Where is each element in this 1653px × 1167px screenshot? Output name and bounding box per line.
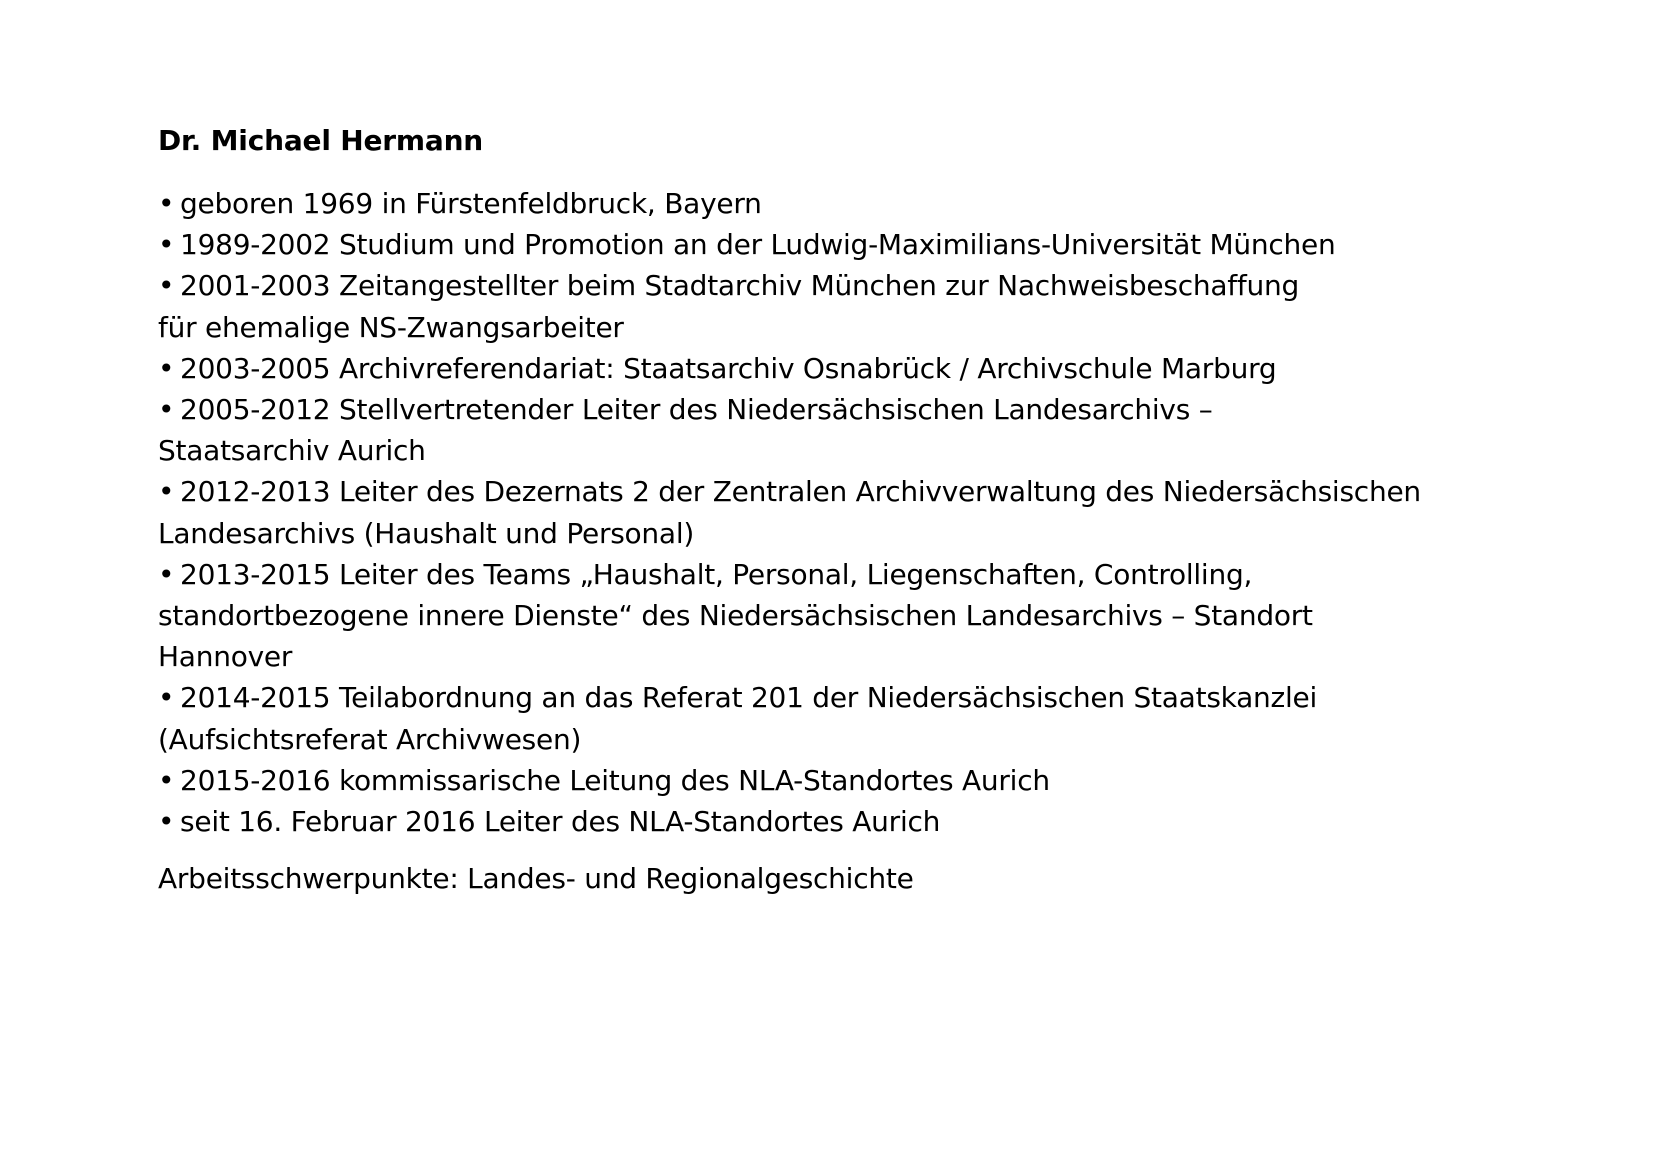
cv-item <box>158 801 1558 842</box>
cv-item <box>158 183 1558 224</box>
cv-item-text: geboren 1969 in Fürstenfeldbruck, Bayern <box>180 187 762 220</box>
cv-item-text: seit 16. Februar 2016 Leiter des NLA-Standortes Aurich <box>180 805 941 839</box>
bullet-icon: • <box>158 228 175 262</box>
bullet-icon: • <box>158 805 175 839</box>
cv-item <box>158 265 1338 347</box>
cv-item-text: 2013-2015 Leiter des Teams „Haushalt, Personal, Liegenschaften, Controlling, standortbezogene innere Dienste“ des Niedersächsischen Landesarchivs – Standort Hannover <box>158 557 1313 674</box>
cv-item <box>158 471 1458 553</box>
bullet-icon: • <box>158 557 175 591</box>
cv-item <box>158 348 1558 389</box>
cv-list <box>158 183 1558 842</box>
cv-item <box>158 554 1338 678</box>
focus-areas-text: Arbeitsschwerpunkte: Landes- und Regionalgeschichte <box>158 862 914 896</box>
cv-item-text: 2001-2003 Zeitangestellter beim Stadtarchiv München zur Nachweisbeschaffung für ehemalige NS-Zwangsarbeiter <box>158 269 1299 344</box>
bullet-icon: • <box>158 351 175 385</box>
cv-item-text: 2015-2016 kommissarische Leitung des NLA-Standortes Aurich <box>180 763 1050 797</box>
bullet-icon: • <box>158 681 175 715</box>
cv-item <box>158 760 1558 801</box>
bullet-icon: • <box>158 269 175 303</box>
cv-item-text: 2003-2005 Archivreferendariat: Staatsarchiv Osnabrück / Archivschule Marburg <box>180 351 1277 385</box>
bullet-icon: • <box>158 187 175 220</box>
cv-item-text: 1989-2002 Studium und Promotion an der Ludwig-Maximilians-Universität München <box>180 228 1336 262</box>
document-page <box>158 120 1558 899</box>
bullet-icon: • <box>158 393 175 427</box>
cv-item-text: 2012-2013 Leiter des Dezernats 2 der Zentralen Archivverwaltung des Niedersächsischen Landesarchivs (Haushalt und Personal) <box>158 475 1421 550</box>
person-name-heading: Dr. Michael Hermann <box>158 124 484 157</box>
cv-item-text: 2014-2015 Teilabordnung an das Referat 201 der Niedersächsischen Staatskanzlei (Aufsichtsreferat Archivwesen) <box>158 681 1318 756</box>
cv-item <box>158 389 1378 471</box>
cv-item-text: 2005-2012 Stellvertretender Leiter des Niedersächsischen Landesarchivs –Staatsarchiv Aurich <box>158 393 1213 468</box>
bullet-icon: • <box>158 475 175 509</box>
cv-item <box>158 677 1388 759</box>
bullet-icon: • <box>158 763 175 797</box>
cv-item <box>158 224 1558 265</box>
